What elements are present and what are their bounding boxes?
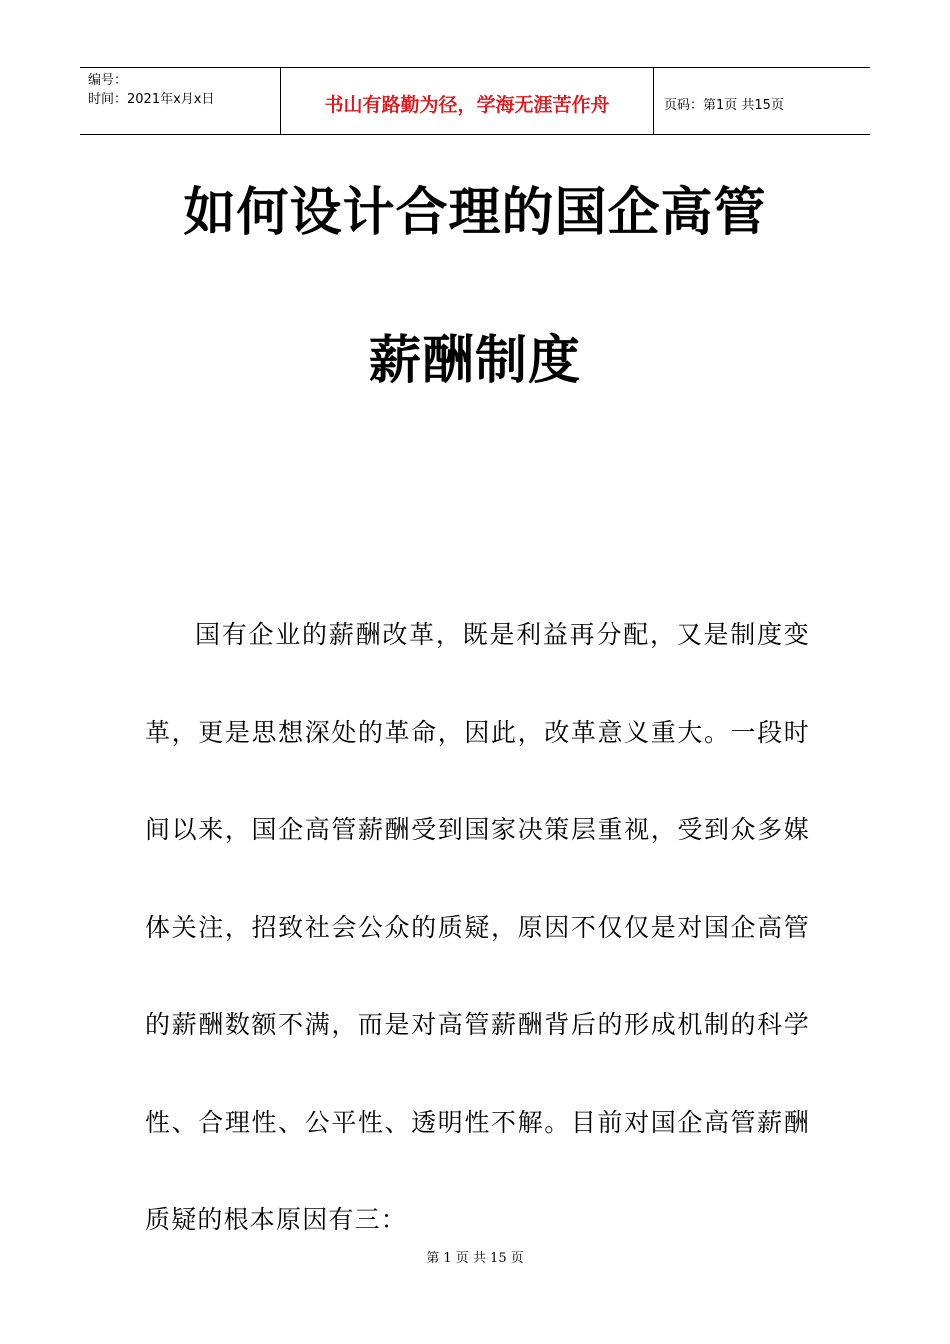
header-motto: 书山有路勤为径，学海无涯苦作舟 xyxy=(281,68,654,134)
page-footer: 第 1 页 共 15 页 xyxy=(426,1251,524,1266)
doc-date-label: 时间：2021年x月x日 xyxy=(88,92,215,107)
doc-title-line2: 薪酬制度 xyxy=(368,331,581,391)
body-paragraph: 国有企业的薪酬改革，既是利益再分配，又是制度变革，更是思想深处的革命，因此，改革意义重大。一段时间以来，国企高管薪酬受到国家决策层重视，受到众多媒体关注，招致社会公众的质疑，原因不仅仅是对国企高管的薪酬数额不满，而是对高管薪酬背后的形成机制的科学性、合理性、公平性、透明性不解。目前对国企高管薪酬质疑的根本原因有三： xyxy=(145,620,810,1234)
header-meta xyxy=(80,68,281,134)
doc-number-label: 编号： xyxy=(88,73,128,88)
header-page-info: 页码：第1页 共15页 xyxy=(664,97,784,113)
page-header xyxy=(80,67,870,135)
doc-title-line1: 如何设计合理的国企高管 xyxy=(183,183,767,243)
